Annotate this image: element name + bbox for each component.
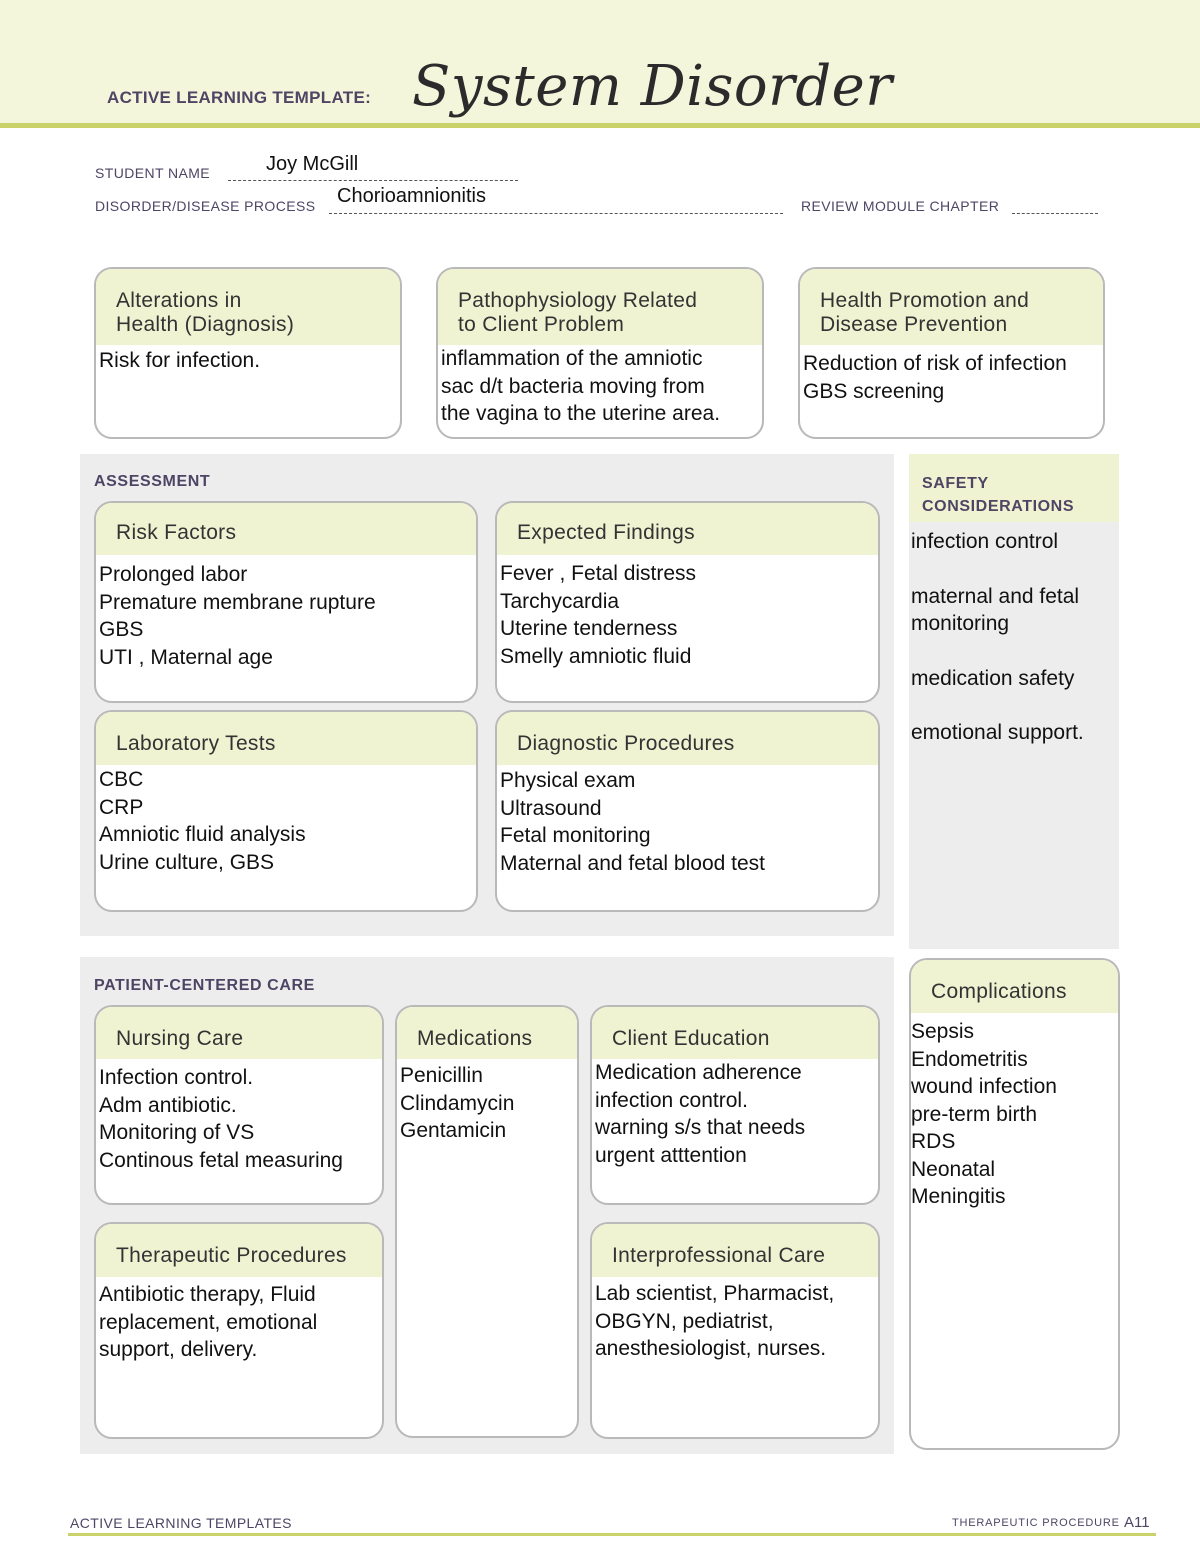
safety-item[interactable]: infection control: [911, 530, 1059, 553]
nursing-care-box: [94, 1005, 384, 1205]
risk-factors-box: [94, 501, 478, 703]
client-education-title: Client Education: [592, 1007, 878, 1059]
client-education-box: [590, 1005, 880, 1205]
student-name-label: STUDENT NAME: [95, 165, 210, 181]
risk-factors-body[interactable]: Prolonged labor Premature membrane rupture GBS UTI , Maternal age: [99, 563, 376, 669]
safety-label: SAFETY CONSIDERATIONS: [922, 475, 1075, 515]
student-name-line: [228, 180, 518, 181]
complications-box: [909, 958, 1120, 1450]
health-promotion-title: Health Promotion and Disease Prevention: [800, 269, 1103, 345]
safety-list: [911, 528, 1116, 774]
health-promotion-box: [798, 267, 1105, 439]
safety-item[interactable]: maternal and fetal monitoring: [911, 584, 1080, 635]
diagnostic-procedures-box: [495, 710, 880, 912]
disorder-line: [329, 213, 783, 214]
therapeutic-procedures-title: Therapeutic Procedures: [96, 1224, 382, 1277]
health-promotion-body[interactable]: Reduction of risk of infection GBS screening: [803, 352, 1067, 403]
alterations-box: [94, 267, 402, 439]
review-module-line: [1012, 213, 1098, 214]
pathophysiology-box: [436, 267, 764, 439]
footer-right: THERAPEUTIC PROCEDURE: [952, 1517, 1120, 1529]
laboratory-tests-body[interactable]: CBC CRP Amniotic fluid analysis Urine culture, GBS: [99, 768, 306, 874]
interprofessional-care-box: [590, 1222, 880, 1439]
nursing-care-body[interactable]: Infection control. Adm antibiotic. Monitoring of VS Continous fetal measuring: [99, 1066, 343, 1172]
patient-centered-care-label: PATIENT-CENTERED CARE: [94, 977, 315, 994]
expected-findings-body[interactable]: Fever , Fetal distress Tarchycardia Uterine tenderness Smelly amniotic fluid: [500, 562, 697, 668]
student-name-value[interactable]: Joy McGill: [266, 153, 359, 175]
therapeutic-procedures-body[interactable]: Antibiotic therapy, Fluid replacement, emotional support, delivery.: [99, 1283, 318, 1361]
safety-item[interactable]: medication safety: [911, 666, 1075, 690]
therapeutic-procedures-box: [94, 1222, 384, 1439]
alterations-title: Alterations in Health (Diagnosis): [96, 269, 400, 345]
laboratory-tests-box: [94, 710, 478, 912]
risk-factors-title: Risk Factors: [96, 503, 476, 555]
page-number: A11: [1124, 1514, 1150, 1531]
alterations-body[interactable]: Risk for infection.: [99, 349, 261, 372]
template-title: System Disorder: [412, 54, 893, 119]
disorder-label: DISORDER/DISEASE PROCESS: [95, 198, 316, 214]
medications-box: [395, 1005, 579, 1438]
laboratory-tests-title: Laboratory Tests: [96, 712, 476, 765]
expected-findings-box: [495, 501, 880, 703]
header-rule: [0, 123, 1200, 128]
footer-rule: [68, 1533, 1156, 1536]
safety-item[interactable]: emotional support.: [911, 721, 1084, 744]
diagnostic-procedures-body[interactable]: Physical exam Ultrasound Fetal monitoring Maternal and fetal blood test: [500, 769, 766, 875]
pathophysiology-body[interactable]: inflammation of the amniotic sac d/t bacteria moving from the vagina to the uterine area.: [441, 347, 721, 425]
pathophysiology-title: Pathophysiology Related to Client Problem: [438, 269, 762, 345]
complications-body[interactable]: Sepsis Endometritis wound infection pre-term birth RDS Neonatal Meningitis: [911, 1020, 1057, 1208]
interprofessional-care-body[interactable]: Lab scientist, Pharmacist, OBGYN, pediatrist, anesthesiologist, nurses.: [595, 1282, 835, 1360]
complications-title: Complications: [911, 960, 1118, 1013]
client-education-body[interactable]: Medication adherence infection control. warning s/s that needs urgent atttention: [595, 1061, 806, 1167]
disorder-value[interactable]: Chorioamnionitis: [337, 185, 486, 207]
medications-title: Medications: [397, 1007, 577, 1059]
medications-body[interactable]: Penicillin Clindamycin Gentamicin: [400, 1064, 515, 1142]
template-label: ACTIVE LEARNING TEMPLATE:: [107, 88, 372, 107]
diagnostic-procedures-title: Diagnostic Procedures: [497, 712, 878, 765]
expected-findings-title: Expected Findings: [497, 503, 878, 555]
interprofessional-care-title: Interprofessional Care: [592, 1224, 878, 1277]
footer-left: ACTIVE LEARNING TEMPLATES: [70, 1515, 292, 1531]
review-module-label: REVIEW MODULE CHAPTER: [801, 198, 1000, 214]
assessment-label: ASSESSMENT: [94, 473, 211, 490]
nursing-care-title: Nursing Care: [96, 1007, 382, 1059]
